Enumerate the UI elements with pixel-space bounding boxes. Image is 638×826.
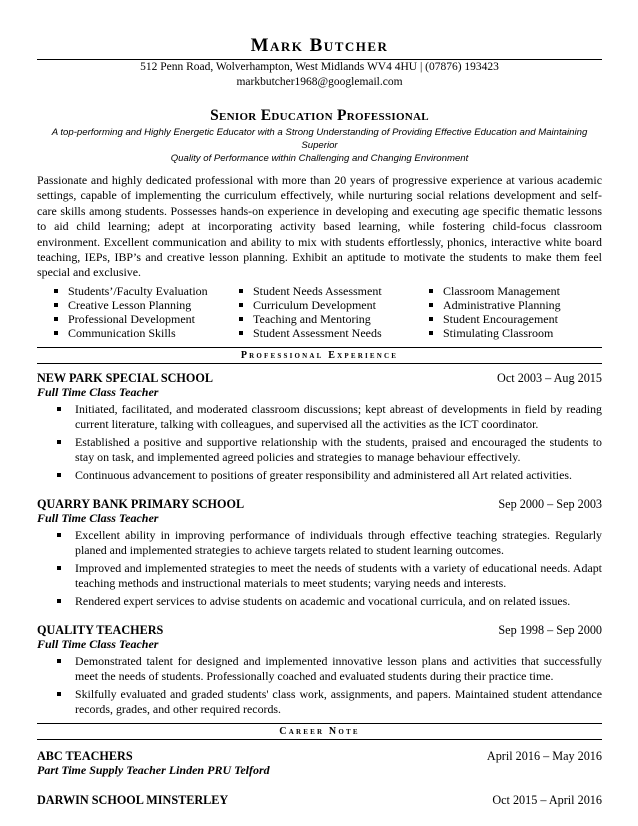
section-heading-experience: Professional Experience	[37, 347, 602, 364]
job-entry	[37, 371, 602, 483]
job-dates: Oct 2003 – Aug 2015	[497, 370, 602, 385]
career-note-entry	[37, 793, 602, 807]
resume-page	[37, 0, 602, 807]
tagline-line-2: Quality of Performance within Challenging and Changing Environment	[170, 153, 469, 164]
job-entry	[37, 623, 602, 717]
job-bullets	[37, 528, 602, 609]
professional-title: Senior Education Professional	[210, 107, 429, 124]
skills-grid	[37, 284, 602, 341]
job-dates: Sep 2000 – Sep 2003	[498, 496, 602, 511]
skill-item: Student Needs Assessment	[239, 284, 429, 298]
tagline	[37, 126, 602, 165]
job-header	[37, 371, 602, 385]
job-entry	[37, 497, 602, 609]
career-note-entry	[37, 749, 602, 777]
job-role: Full Time Class Teacher	[37, 384, 159, 399]
job-bullets	[37, 402, 602, 483]
skill-item: Communication Skills	[54, 326, 239, 340]
contact-address: 512 Penn Road, Wolverhampton, West Midlands WV4 4HU | (07876) 193423	[140, 61, 499, 73]
skill-item: Creative Lesson Planning	[54, 298, 239, 312]
job-bullet: Improved and implemented strategies to meet the needs of students with a variety of educational needs. Adapt teaching methods and instructional materials to meet students; varying needs and interests.	[75, 560, 602, 590]
job-bullet: Initiated, facilitated, and moderated classroom discussions; kept abreast of developments in field by reading current literature, talking with colleagues, and supervised all the activities as the ICT coordinator.	[75, 401, 602, 431]
job-dates: Oct 2015 – April 2016	[492, 792, 602, 807]
contact-email: markbutcher1968@googlemail.com	[236, 76, 403, 88]
job-bullets	[37, 654, 602, 717]
job-header	[37, 623, 602, 637]
job-dates: Sep 1998 – Sep 2000	[498, 622, 602, 637]
section-heading-career-note: Career Note	[37, 723, 602, 740]
skill-item: Professional Development	[54, 312, 239, 326]
tagline-line-1: A top-performing and Highly Energetic Educator with a Strong Understanding of Providing Effective Education and Maintaining Superior	[51, 127, 588, 151]
skill-item: Curriculum Development	[239, 298, 429, 312]
skill-item: Classroom Management	[429, 284, 604, 298]
career-note-header	[37, 749, 602, 763]
job-bullet: Established a positive and supportive relationship with the students, praised and encouraged the students to stay on task, and implemented agreed policies and strategies to manage behaviour effectively.	[75, 434, 602, 464]
job-bullet: Continuous advancement to positions of greater responsibility and administered all Art related activities.	[73, 468, 602, 483]
job-bullet: Rendered expert services to advise students on academic and vocational curricula, and on related issues.	[73, 594, 602, 609]
job-header	[37, 497, 602, 511]
job-bullet: Skilfully evaluated and graded students' class work, assignments, and papers. Maintained student attendance records, grades, and other required records.	[75, 686, 602, 716]
skill-item: Student Assessment Needs	[239, 326, 429, 340]
skill-item: Student Encouragement	[429, 312, 604, 326]
job-role: Full Time Class Teacher	[37, 510, 159, 525]
skill-item: Teaching and Mentoring	[239, 312, 429, 326]
skill-item: Students’/Faculty Evaluation	[54, 284, 239, 298]
profile-summary: Passionate and highly dedicated professional with more than 20 years of progressive experience at various academic settings, capable of implementing the curriculum effectively, while nurturing social relations development and self-care skills among students. Possesses hands-on experience in developing and executing age specific thematic lessons to aid child learning; adept at incorporating activity based learning, while fostering child-focus classroom environment. Excellent communication and ability to mix with students effortlessly, phonics, interactive white board teaching, IEPs, IBP’s and creative lesson planning. Exhibit an aptitude to motivate the students to make them feel special and exclusive.	[37, 173, 602, 280]
employer-name: QUARRY BANK PRIMARY SCHOOL	[37, 496, 245, 511]
skill-item: Administrative Planning	[429, 298, 604, 312]
job-bullet: Excellent ability in improving performance of individuals through effective teaching strategies. Regularly planed and implemented strategies to achieve targets related to student learning outcomes.	[75, 527, 602, 557]
employer-name: QUALITY TEACHERS	[37, 622, 164, 637]
career-note-header	[37, 793, 602, 807]
job-dates: April 2016 – May 2016	[486, 748, 602, 763]
candidate-name: Mark Butcher	[250, 35, 389, 56]
employer-name: DARWIN SCHOOL MINSTERLEY	[37, 792, 229, 807]
job-bullet: Demonstrated talent for designed and implemented innovative lesson plans and activities that successfully meet the needs of students. Professionally coached and evaluated students during their practice time.	[75, 653, 602, 683]
employer-name: ABC TEACHERS	[37, 748, 133, 763]
employer-name: NEW PARK SPECIAL SCHOOL	[37, 370, 213, 385]
job-role: Full Time Class Teacher	[37, 636, 159, 651]
skill-item: Stimulating Classroom	[429, 326, 604, 340]
job-role: Part Time Supply Teacher Linden PRU Telford	[37, 762, 270, 777]
